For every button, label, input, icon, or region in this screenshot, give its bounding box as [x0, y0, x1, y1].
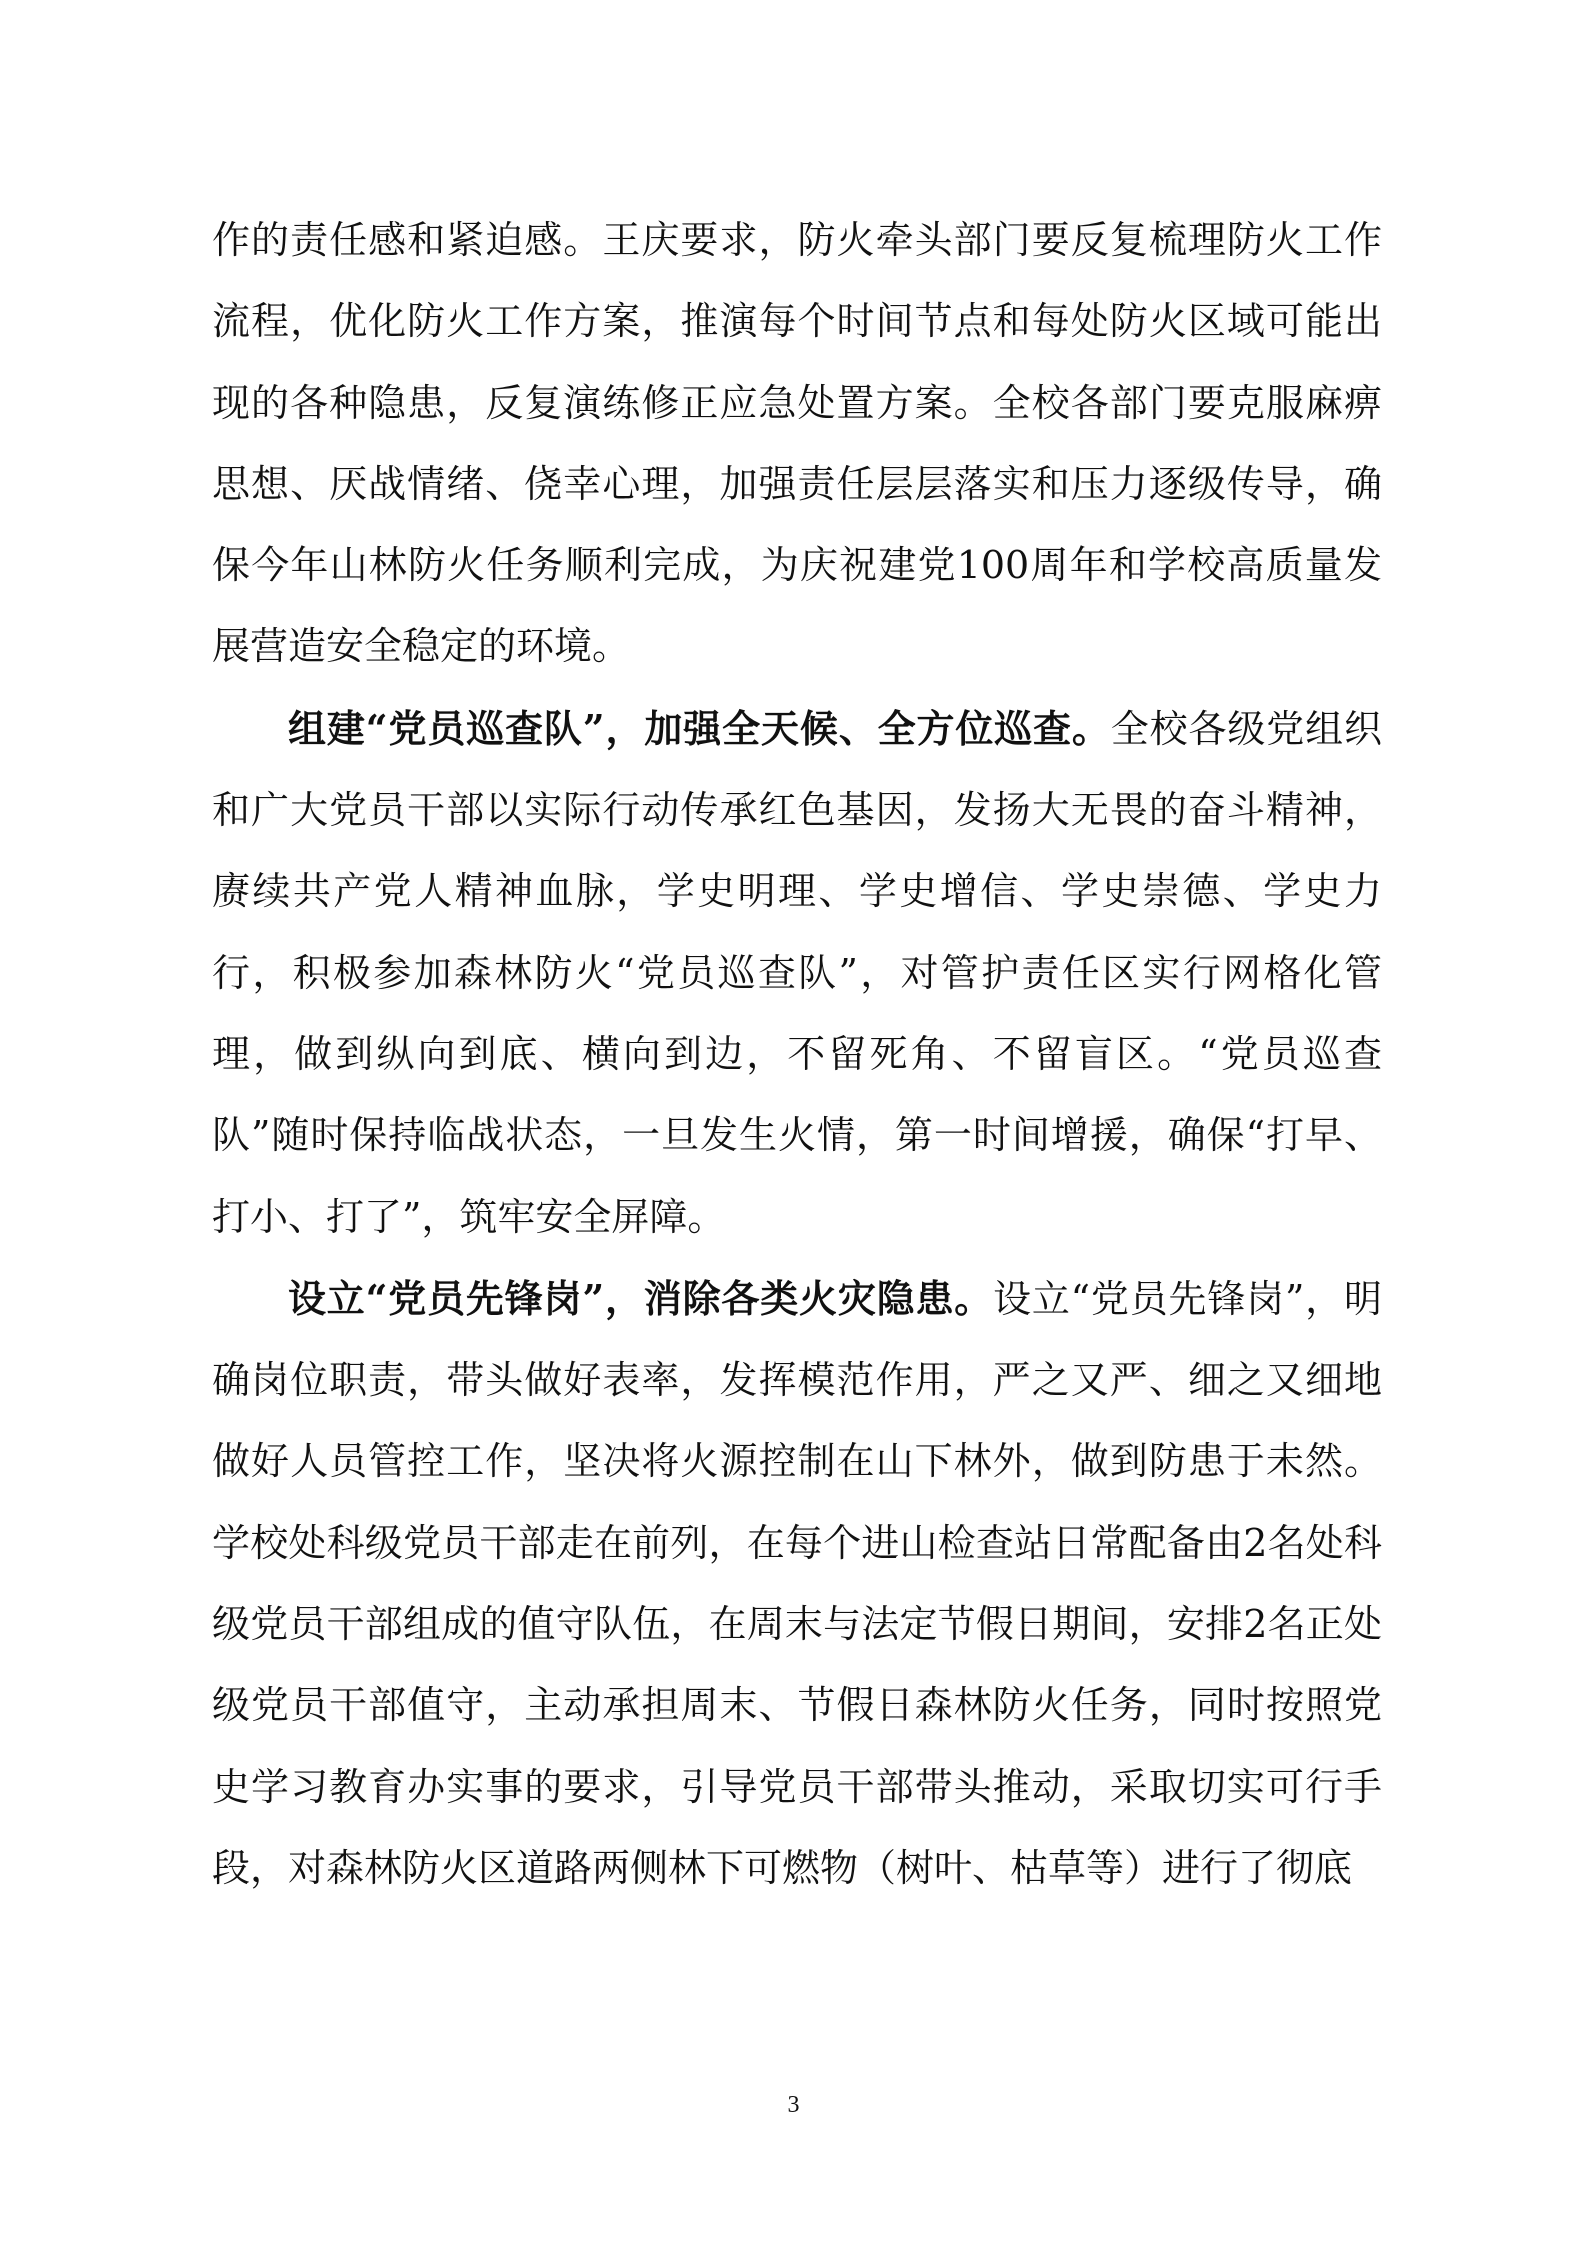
paragraph-continued	[212, 200, 1382, 688]
paragraph-text: 全校各级党组织和广大党员干部以实际行动传承红色基因，发扬大无畏的奋斗精神，赓续共产党人精神血脉，学史明理、学史增信、学史崇德、学史力行，积极参加森林防火“党员巡查队”，对管护责任区实行网格化管理，做到纵向到底、横向到边，不留死角、不留盲区。“党员巡查队”随时保持临战状态，一旦发生火情，第一时间增援，确保“打早、打小、打了”，筑牢安全屏障。	[212, 706, 1382, 1239]
paragraph-heading: 设立“党员先锋岗”，消除各类火灾隐患。	[288, 1275, 994, 1321]
paragraph-text: 作的责任感和紧迫感。王庆要求，防火牵头部门要反复梳理防火工作流程，优化防火工作方案，推演每个时间节点和每处防火区域可能出现的各种隐患，反复演练修正应急处置方案。全校各部门要克服麻痹思想、厌战情绪、侥幸心理，加强责任层层落实和压力逐级传导，确保今年山林防火任务顺利完成，为庆祝建党100周年和学校高质量发展营造安全稳定的环境。	[212, 218, 1382, 669]
document-body	[212, 200, 1382, 1909]
paragraph-heading: 组建“党员巡查队”，加强全天候、全方位巡查。	[288, 705, 1111, 751]
paragraph-patrol-team	[212, 688, 1382, 1258]
paragraph-text: 设立“党员先锋岗”，明确岗位职责，带头做好表率，发挥模范作用，严之又严、细之又细地做好人员管控工作，坚决将火源控制在山下林外，做到防患于未然。学校处科级党员干部走在前列，在每个进山检查站日常配备由2名处科级党员干部组成的值守队伍，在周末与法定节假日期间，安排2名正处级党员干部值守，主动承担周末、节假日森林防火任务，同时按照党史学习教育办实事的要求，引导党员干部带头推动，采取切实可行手段，对森林防火区道路两侧林下可燃物（树叶、枯草等）进行了彻底	[212, 1276, 1382, 1890]
page-number: 3	[787, 2092, 800, 2118]
paragraph-vanguard-post	[212, 1258, 1382, 1909]
